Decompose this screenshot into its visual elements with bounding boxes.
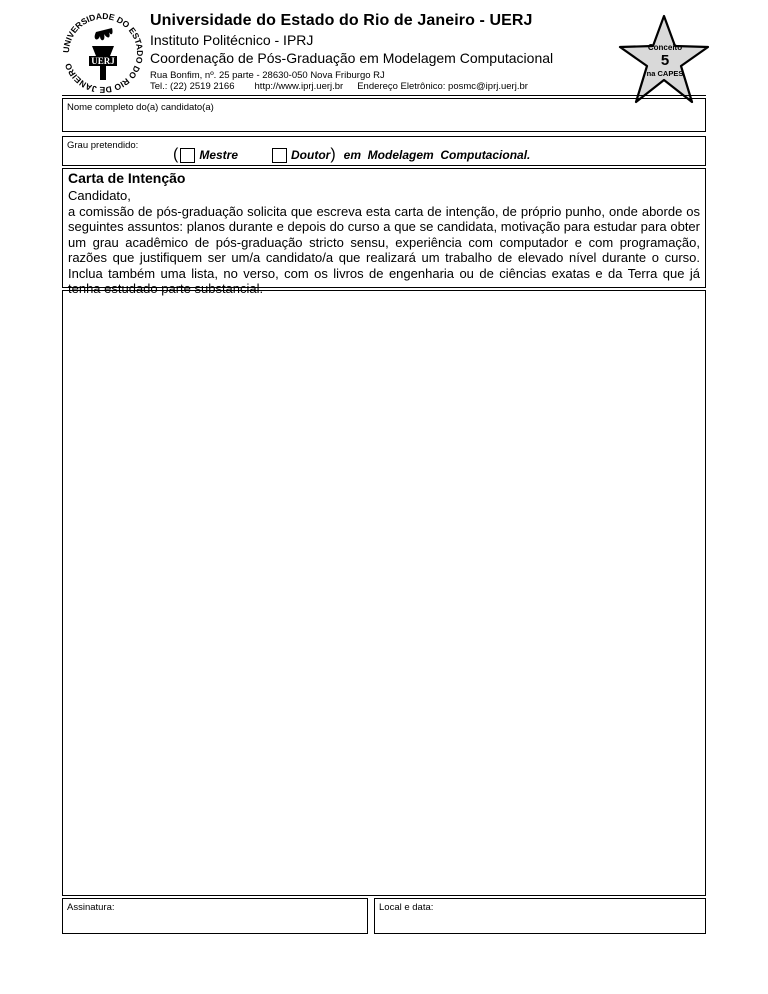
header-divider <box>62 95 706 96</box>
carta-body: a comissão de pós-graduação solicita que escreva esta carta de intenção, de próprio punho, onde aborde os seguintes assuntos: planos durante e depois do curso a que se candidata, motivação para estudar para obter um grau acadêmico de pós-graduação stricto sensu, experiência com computador e com programação, razões que justifiquem ser um/a candidato/a que realizará um trabalho de elevado nível durante o curso. Inclua também uma lista, no verso, com os livros de engenharia ou de ciências exatas e da Terra que já tenha estudado parte substancial. <box>68 203 700 296</box>
coordination-name: Coordenação de Pós-Graduação em Modelagem Computacional <box>150 50 554 66</box>
degree-options <box>173 146 530 164</box>
open-paren: ( <box>173 146 179 163</box>
doutor-label: Doutor <box>291 148 331 162</box>
uerj-logo <box>62 12 144 94</box>
signature-label: Assinatura: <box>67 902 115 913</box>
degree-suffix: em Modelagem Computacional. <box>343 148 531 162</box>
email: Endereço Eletrônico: posmc@iprj.uerj.br <box>357 81 528 92</box>
svg-text:UNIVERSIDADE DO ESTADO DO RIO: NIVERSIDADE DO ESTA O DO RIO DE JANEIRO <box>62 12 144 94</box>
svg-text:na CAPES: na CAPES <box>646 69 684 78</box>
carta-greeting: Candidato, <box>68 188 131 203</box>
candidate-name-label: Nome completo do(a) candidato(a) <box>67 102 214 113</box>
contact-line <box>150 81 528 92</box>
website-link[interactable]: http://www.iprj.uerj.br <box>254 81 344 92</box>
degree-label: Grau pretendido: <box>67 140 139 151</box>
candidate-name-field[interactable] <box>62 98 706 132</box>
phone: Tel.: (22) 2519 2166 <box>150 81 235 92</box>
place-date-label: Local e data: <box>379 902 434 913</box>
signature-field[interactable] <box>62 898 368 934</box>
mestre-label: Mestre <box>199 148 239 162</box>
carta-instructions <box>68 188 700 297</box>
carta-title: Carta de Intenção <box>68 170 186 186</box>
letter-writing-area[interactable] <box>62 290 706 896</box>
svg-text:UERJ: UERJ <box>91 56 115 66</box>
address: Rua Bonfim, nº. 25 parte - 28630-050 Nova Friburgo RJ <box>150 70 385 81</box>
close-paren: ) <box>330 146 336 163</box>
svg-text:5: 5 <box>660 52 670 69</box>
capes-star-badge <box>618 14 710 106</box>
university-name: Universidade do Estado do Rio de Janeiro - UERJ <box>150 12 533 29</box>
svg-text:Conceito: Conceito <box>647 43 683 52</box>
place-date-field[interactable] <box>374 898 706 934</box>
institute-name: Instituto Politécnico - IPRJ <box>150 32 314 48</box>
mestre-checkbox[interactable] <box>180 148 195 163</box>
doutor-checkbox[interactable] <box>272 148 287 163</box>
